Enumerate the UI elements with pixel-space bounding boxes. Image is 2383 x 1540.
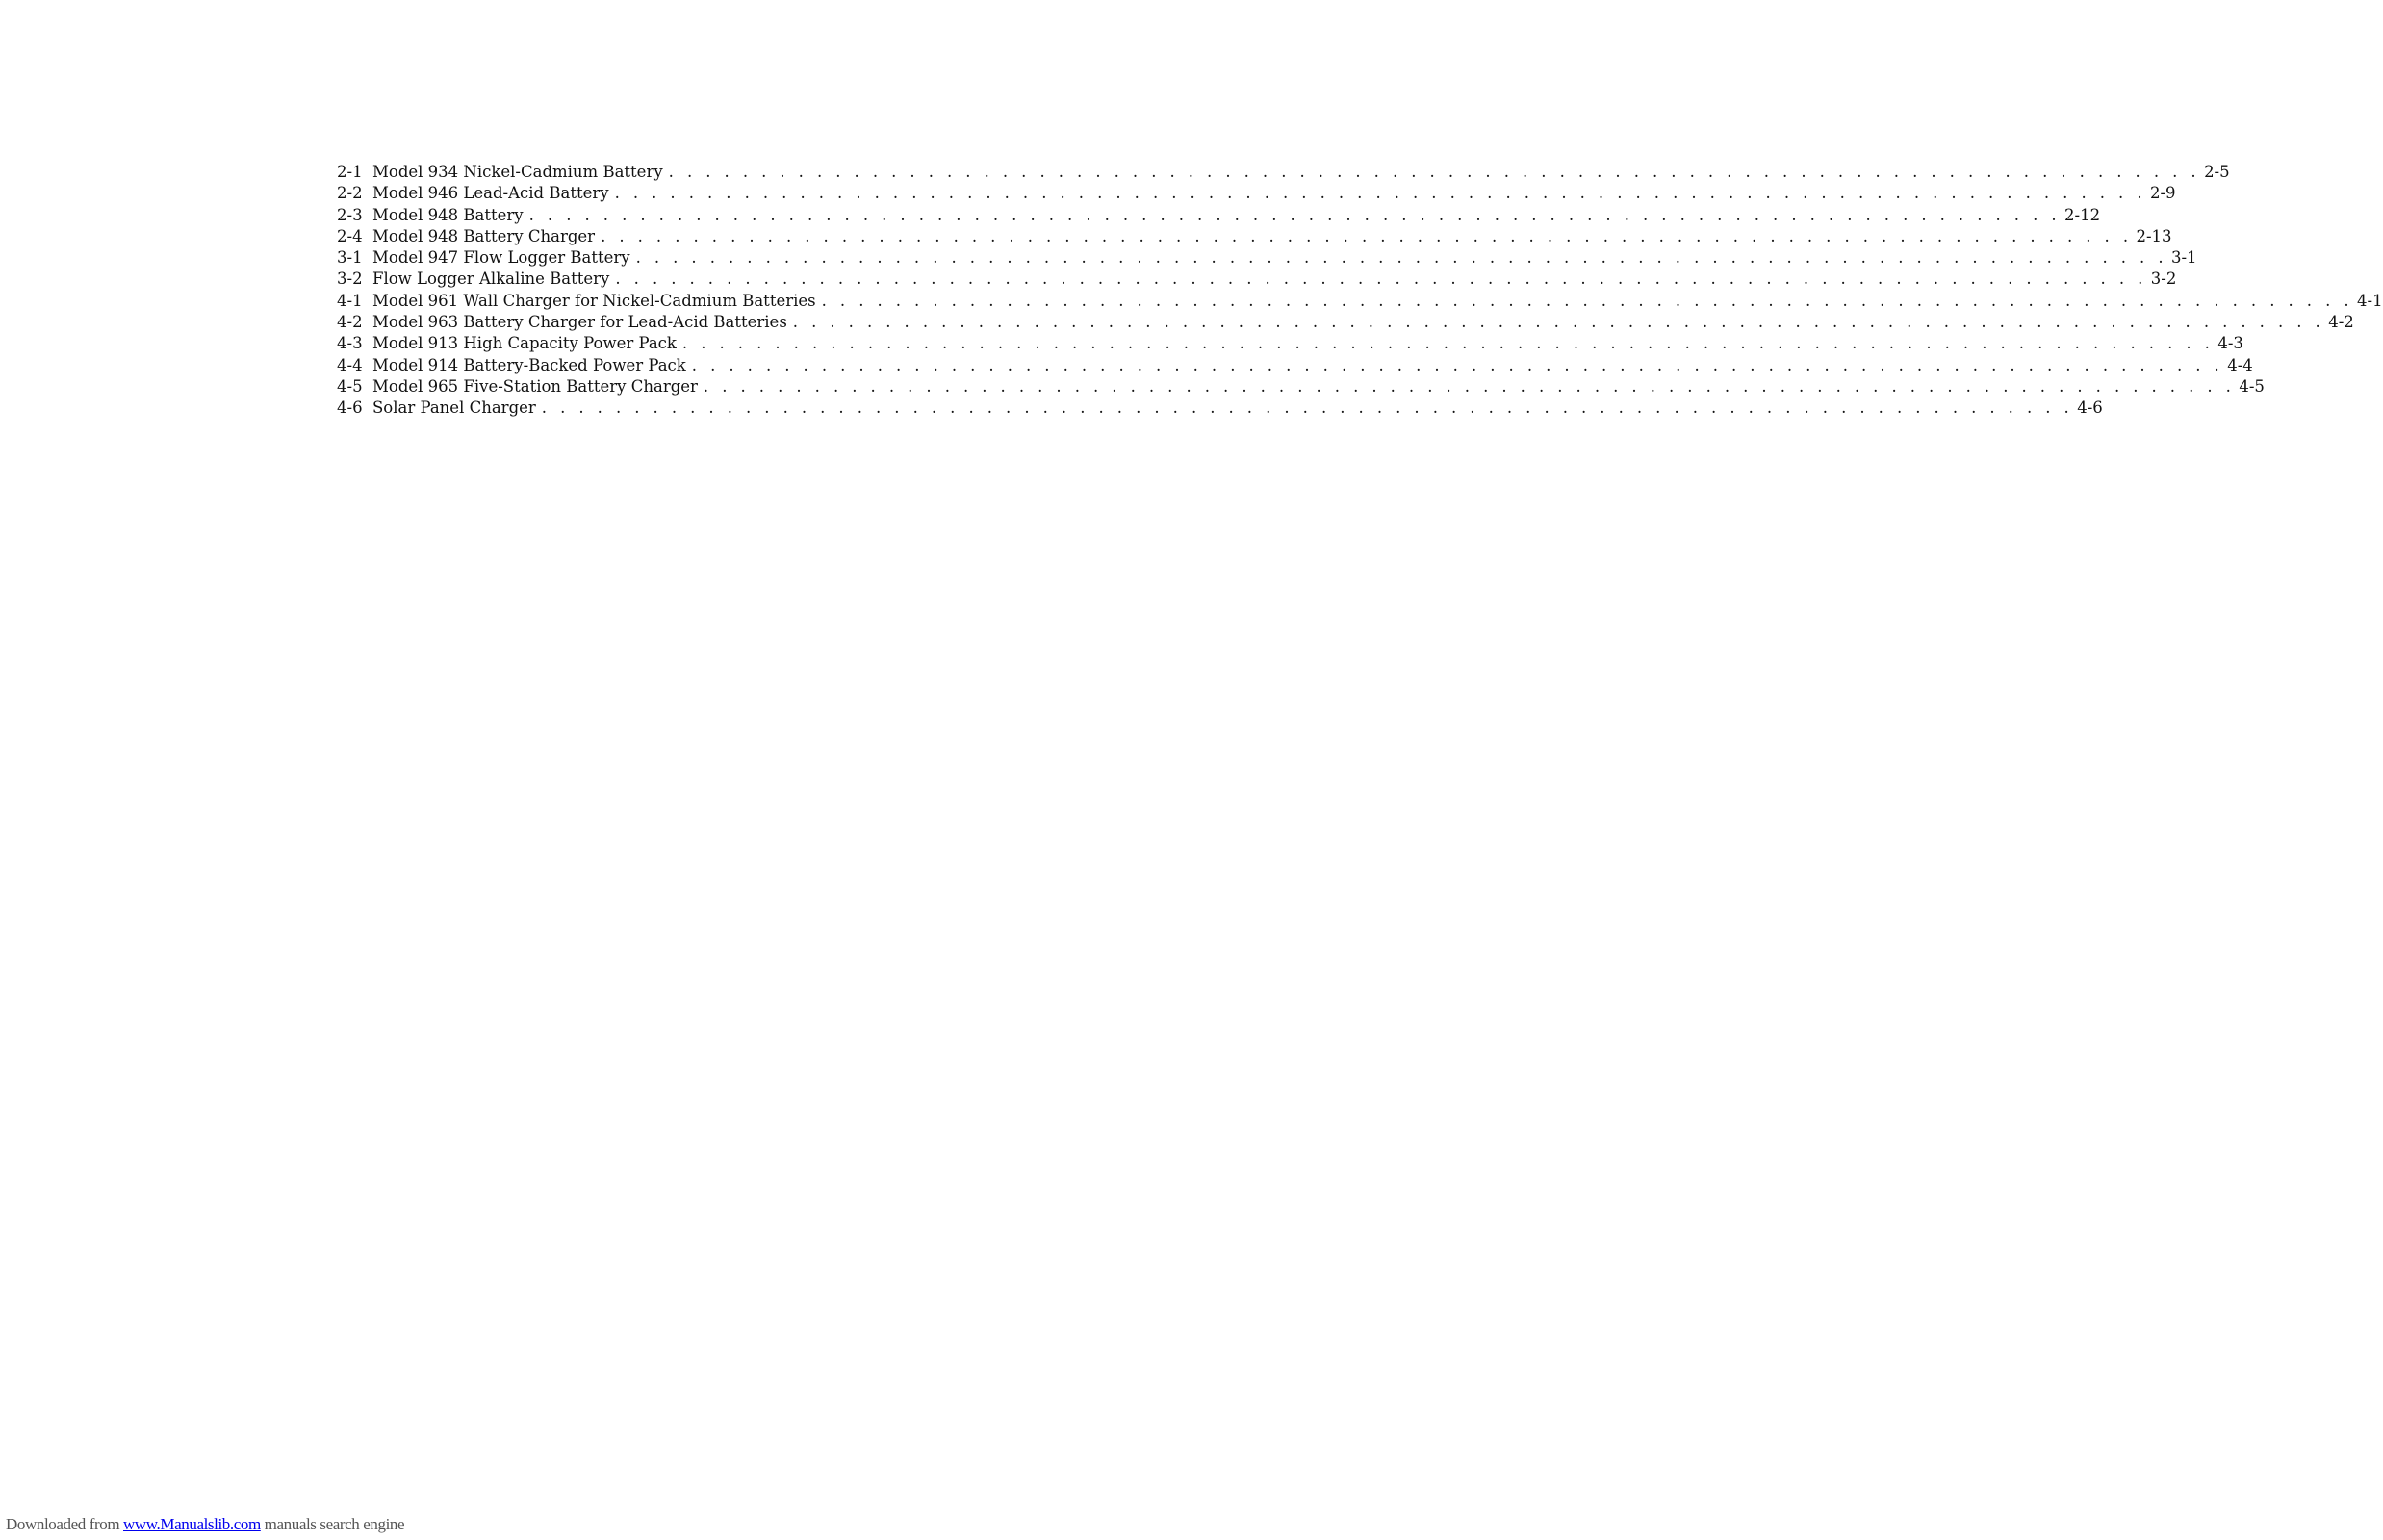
toc-entry-page: 3-1 [2170, 248, 2197, 268]
toc-entry[interactable] [337, 269, 2177, 290]
toc-entry-title: Model 947 Flow Logger Battery [372, 248, 630, 268]
toc-entry-title: Flow Logger Alkaline Battery [372, 270, 610, 289]
toc-entry-title: Model 946 Lead-Acid Battery [372, 184, 609, 203]
toc-entry-title: Model 961 Wall Charger for Nickel-Cadmium Batteries [372, 291, 816, 310]
toc-entry-number: 4-6 [337, 398, 363, 418]
footer-suffix: manuals search engine [260, 1515, 405, 1533]
toc-entry[interactable] [337, 333, 2243, 354]
toc-entry-title: Model 965 Five-Station Battery Charger [372, 376, 698, 396]
toc-dot-leader: . . . . . . . . . . . . . . . . . . . . . . . . . . . . . . . . . . . . . . . . . . . . . . . . . . . . . . . . . . . . . . . . . . . . . . . . . . . . . . . . . . . [703, 376, 2236, 396]
toc-entry[interactable] [337, 376, 2265, 398]
download-footer [6, 1515, 404, 1534]
manualslib-link[interactable]: www.Manualslib.com [123, 1515, 261, 1533]
toc-entry-title: Model 963 Battery Charger for Lead-Acid Batteries [372, 313, 787, 332]
toc-entry-number: 2-2 [337, 184, 363, 203]
toc-dot-leader: . . . . . . . . . . . . . . . . . . . . . . . . . . . . . . . . . . . . . . . . . . . . . . . . . . . . . . . . . . . . . . . . . . . . . . . . . . . . . . . . . . . [601, 226, 2133, 245]
toc-entry-page: 4-3 [2217, 334, 2243, 353]
toc-entry-page: 4-2 [2328, 313, 2354, 332]
toc-entry-number: 4-2 [337, 313, 363, 332]
toc-dot-leader: . . . . . . . . . . . . . . . . . . . . . . . . . . . . . . . . . . . . . . . . . . . . . . . . . . . . . . . . . . . . . . . . . . . . . . . . . . . . . . . . . . . [821, 291, 2354, 310]
toc-dot-leader: . . . . . . . . . . . . . . . . . . . . . . . . . . . . . . . . . . . . . . . . . . . . . . . . . . . . . . . . . . . . . . . . . . . . . . . . . . . . . . . . . . . [681, 334, 2215, 353]
toc-dot-leader: . . . . . . . . . . . . . . . . . . . . . . . . . . . . . . . . . . . . . . . . . . . . . . . . . . . . . . . . . . . . . . . . . . . . . . . . . . . . . . . . . . . [691, 355, 2224, 374]
toc-entry[interactable] [337, 226, 2172, 247]
toc-dot-leader: . . . . . . . . . . . . . . . . . . . . . . . . . . . . . . . . . . . . . . . . . . . . . . . . . . . . . . . . . . . . . . . . . . . . . . . . . . . . . . . . . . . [541, 398, 2074, 418]
toc-entry-page: 2-9 [2149, 184, 2176, 203]
toc-entry-number: 2-1 [337, 163, 363, 181]
toc-entry[interactable] [337, 205, 2101, 226]
toc-entry-title: Model 948 Battery [372, 205, 524, 224]
toc-entry[interactable] [337, 398, 2103, 419]
toc-entry[interactable] [337, 247, 2197, 269]
toc-dot-leader: . . . . . . . . . . . . . . . . . . . . . . . . . . . . . . . . . . . . . . . . . . . . . . . . . . . . . . . . . . . . . . . . . . . . . . . . . . . . . . . . . . . [635, 248, 2167, 268]
toc-entry-number: 2-3 [337, 205, 363, 224]
toc-entry-page: 2-13 [2136, 226, 2172, 245]
toc-entry[interactable] [337, 162, 2230, 183]
toc-entry[interactable] [337, 312, 2354, 333]
toc-entry-page: 4-1 [2357, 291, 2383, 310]
toc-entry[interactable] [337, 355, 2253, 376]
toc-entry-number: 4-4 [337, 355, 363, 374]
footer-prefix: Downloaded from [6, 1515, 124, 1533]
toc-entry-number: 2-4 [337, 226, 363, 245]
toc-entry-number: 3-1 [337, 248, 363, 268]
toc-entry-number: 4-1 [337, 291, 363, 310]
toc-entry[interactable] [337, 183, 2176, 204]
toc-dot-leader: . . . . . . . . . . . . . . . . . . . . . . . . . . . . . . . . . . . . . . . . . . . . . . . . . . . . . . . . . . . . . . . . . . . . . . . . . . . . . . . . . . . [792, 313, 2325, 332]
toc-entry-title: Model 913 High Capacity Power Pack [372, 334, 677, 353]
toc-entry-page: 2-12 [2064, 205, 2101, 224]
toc-entry-page: 4-5 [2239, 376, 2265, 396]
toc-entry-page: 3-2 [2150, 270, 2177, 289]
toc-entry-number: 3-2 [337, 270, 363, 289]
toc-entry-page: 2-5 [2204, 163, 2230, 181]
toc-entry-title: Solar Panel Charger [372, 398, 536, 418]
toc-entry-title: Model 934 Nickel-Cadmium Battery [372, 163, 663, 181]
toc-dot-leader: . . . . . . . . . . . . . . . . . . . . . . . . . . . . . . . . . . . . . . . . . . . . . . . . . . . . . . . . . . . . . . . . . . . . . . . . . . . . . . . . . . . [668, 163, 2201, 181]
toc-entry-number: 4-5 [337, 376, 363, 396]
toc-entry-title: Model 948 Battery Charger [372, 226, 596, 245]
toc-entry-page: 4-4 [2227, 355, 2253, 374]
toc-entry-number: 4-3 [337, 334, 363, 353]
toc-entry-page: 4-6 [2077, 398, 2103, 418]
toc-entry-title: Model 914 Battery-Backed Power Pack [372, 355, 686, 374]
toc-entry[interactable] [337, 291, 2383, 312]
toc-dot-leader: . . . . . . . . . . . . . . . . . . . . . . . . . . . . . . . . . . . . . . . . . . . . . . . . . . . . . . . . . . . . . . . . . . . . . . . . . . . . . . . . . . . [615, 270, 2147, 289]
list-of-tables [337, 162, 2383, 420]
toc-dot-leader: . . . . . . . . . . . . . . . . . . . . . . . . . . . . . . . . . . . . . . . . . . . . . . . . . . . . . . . . . . . . . . . . . . . . . . . . . . . . . . . . . . . [614, 184, 2146, 203]
toc-dot-leader: . . . . . . . . . . . . . . . . . . . . . . . . . . . . . . . . . . . . . . . . . . . . . . . . . . . . . . . . . . . . . . . . . . . . . . . . . . . . . . . . . . . [528, 205, 2062, 224]
